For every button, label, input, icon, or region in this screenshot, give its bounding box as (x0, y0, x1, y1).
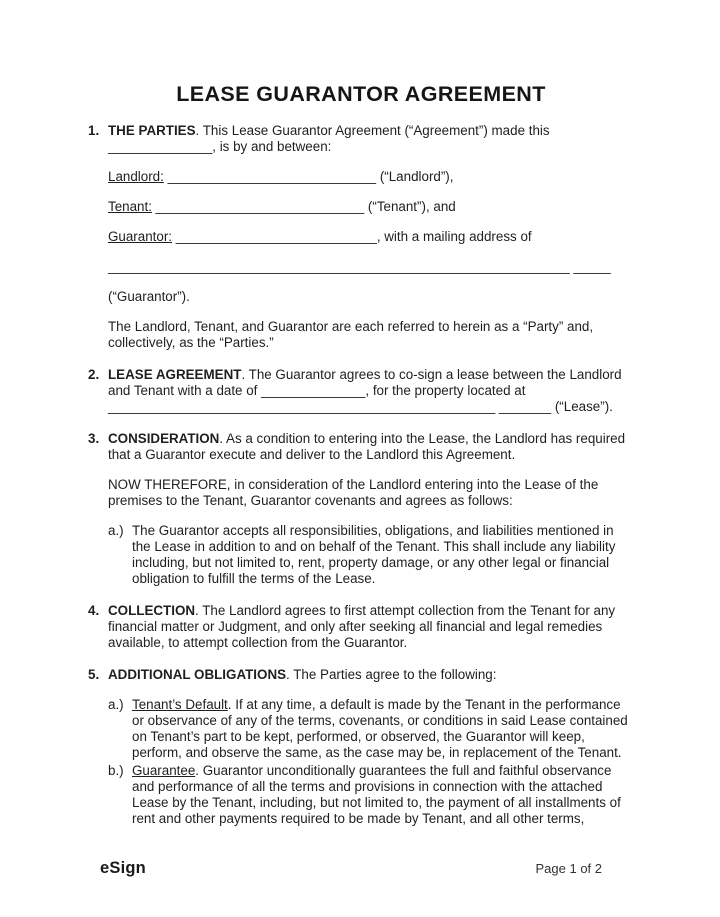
page-footer (100, 860, 602, 877)
section-heading: CONSIDERATION (108, 431, 220, 446)
section-body (108, 667, 634, 827)
section-heading: ADDITIONAL OBLIGATIONS (108, 667, 287, 682)
lease-agreement-text: . The Guarantor agrees to co-sign a lease between the Landlord and Tenant with a date of ______________, for the property located at (108, 367, 622, 398)
item-body-text: . If at any time, a default is made by the Tenant in the performance or observance of any of the terms, covenants, or conditions in said Lease contained on Tenant’s part to be kept, performed, or observed, the Guarantor will keep, perform, and observe the same, as the case may be, in replacement of the Tenant. (132, 697, 628, 760)
item-term: Guarantee (132, 763, 196, 778)
party-suffix-landlord: (“Landlord”), (376, 169, 454, 184)
section-body (108, 367, 634, 415)
item-letter: a.) (108, 523, 124, 538)
section-body (108, 603, 634, 651)
section-number: 2. (88, 367, 100, 382)
lease-tail-text: (“Lease”). (551, 399, 613, 414)
party-line-landlord (108, 169, 634, 185)
item-text (132, 763, 634, 827)
section-number: 5. (88, 667, 100, 682)
section-intro-text: . This Lease Guarantor Agreement (“Agreement”) made this ______________, is by and between: (108, 123, 550, 154)
section-number: 3. (88, 431, 100, 446)
section-body (108, 123, 634, 351)
section-collection (88, 603, 634, 651)
document-title: LEASE GUARANTOR AGREEMENT (176, 82, 546, 106)
section-intro-paragraph (108, 123, 634, 155)
item-text: The Guarantor accepts all responsibilities, obligations, and liabilities mentioned in the Lease in addition to and on behalf of the Tenant. This shall include any liability including, but not limited to, rent, property damage, or any other legal or financial obligation to fulfill the terms of the Lease. (132, 523, 616, 586)
property-fill-blank: ____________________________________________________ _______ (108, 399, 552, 414)
item-letter: a.) (108, 697, 124, 712)
section-number: 1. (88, 123, 100, 138)
section-number: 4. (88, 603, 100, 618)
esign-logo: eSign (100, 859, 146, 877)
now-therefore-paragraph: NOW THEREFORE, in consideration of the Landlord entering into the Lease of the premises to the Tenant, Guarantor covenants and agrees as follows: (108, 477, 599, 508)
page-indicator: Page 1 of 2 (535, 861, 602, 876)
additional-obligations-text: . The Parties agree to the following: (286, 667, 497, 682)
guarantor-fill-blank: ___________________________ (172, 229, 377, 244)
collection-paragraph (108, 603, 634, 651)
party-suffix-guarantor: , with a mailing address of (376, 229, 532, 244)
consideration-paragraph (108, 431, 634, 463)
item-body-text: . Guarantor unconditionally guarantees the full and faithful observance and performance of all the terms and provisions in connection with the attached Lease by the Tenant, including, but not limited to, the payment of all installments of rent and other payments required to be made by Tenant, and all other terms, (132, 763, 621, 826)
party-label-guarantor: Guarantor: (108, 229, 173, 244)
section-additional-obligations (88, 667, 634, 827)
guarantor-address-tail: (“Guarantor”). (108, 289, 190, 304)
tenant-fill-blank: ____________________________ (151, 199, 365, 214)
collection-text: . The Landlord agrees to first attempt collection from the Tenant for any financial matter or Judgment, and only after seeking all financial and legal remedies available, to attempt collection from the Guarantor. (108, 603, 616, 650)
party-label-tenant: Tenant: (108, 199, 152, 214)
guarantor-address-blank-line: ______________________________________________________________ _____ (108, 259, 611, 274)
section-heading: COLLECTION (108, 603, 196, 618)
section-consideration (88, 431, 634, 587)
parties-closing-paragraph: The Landlord, Tenant, and Guarantor are each referred to herein as a “Party” and, collectively, as the “Parties.” (108, 319, 594, 350)
consideration-text: . As a condition to entering into the Lease, the Landlord has required that a Guarantor execute and deliver to the Landlord this Agreement. (108, 431, 626, 462)
section-heading: THE PARTIES (108, 123, 196, 138)
item-text (132, 697, 634, 761)
consideration-item-a (108, 523, 634, 587)
obligations-item-tenants-default (108, 697, 634, 761)
party-line-tenant (108, 199, 634, 215)
section-lease-agreement (88, 367, 634, 415)
section-body (108, 431, 634, 587)
property-address-blank-line (108, 399, 634, 415)
obligations-item-guarantee (108, 763, 634, 827)
section-the-parties (88, 123, 634, 351)
item-term: Tenant’s Default (132, 697, 228, 712)
party-suffix-tenant: (“Tenant”), and (364, 199, 456, 214)
landlord-fill-blank: ____________________________ (163, 169, 377, 184)
additional-obligations-paragraph (108, 667, 634, 683)
party-line-guarantor (108, 229, 634, 245)
section-heading: LEASE AGREEMENT (108, 367, 242, 382)
lease-agreement-paragraph (108, 367, 634, 399)
item-letter: b.) (108, 763, 124, 778)
party-label-landlord: Landlord: (108, 169, 164, 184)
